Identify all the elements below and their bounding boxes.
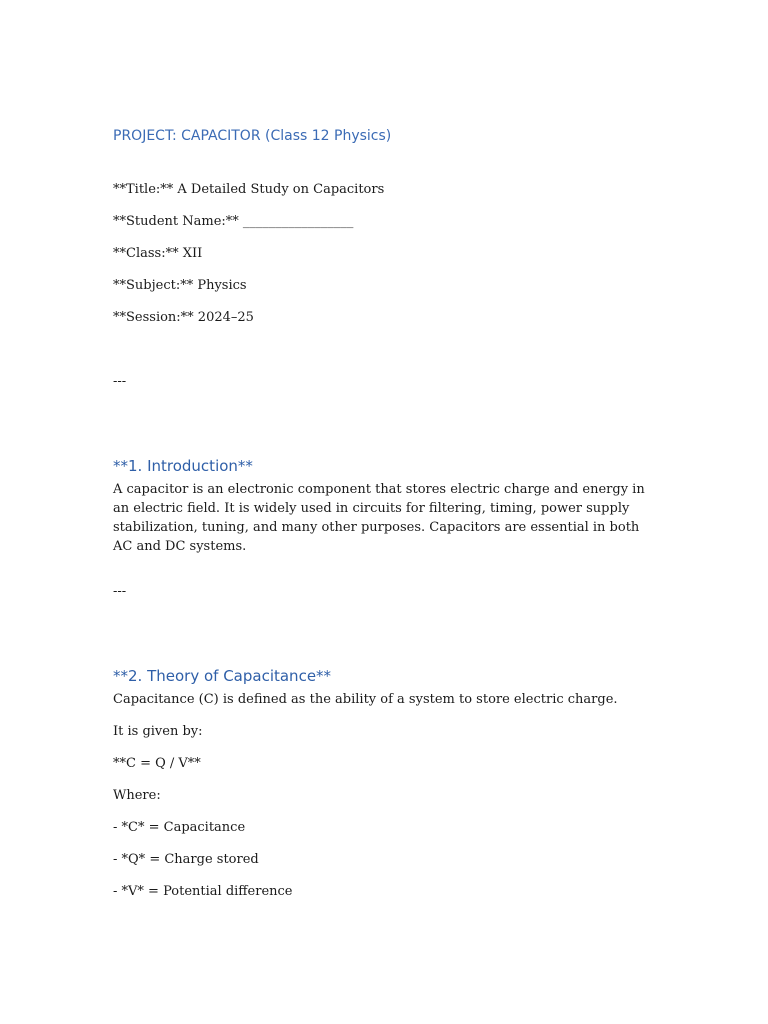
section-2-heading: **2. Theory of Capacitance** bbox=[113, 667, 332, 685]
section-2-where: Where: bbox=[113, 788, 161, 803]
list-item: - *V* = Potential difference bbox=[113, 884, 293, 899]
section-2-formula: **C = Q / V** bbox=[113, 756, 201, 771]
section-2-definition: Capacitance (C) is defined as the ability of a system to store electric charge. bbox=[113, 692, 618, 707]
list-item: - *C* = Capacitance bbox=[113, 820, 246, 835]
section-1-body: A capacitor is an electronic component that stores electric charge and energy in an electric field. It is widely used in circuits for filtering, timing, power supply stabilization, tuning, and many other purposes. Capacitors are essential in both AC and DC systems. bbox=[113, 482, 645, 554]
section-1-heading: **1. Introduction** bbox=[113, 457, 253, 475]
section-2-given-by: It is given by: bbox=[113, 724, 203, 739]
separator-2: --- bbox=[113, 584, 127, 599]
separator-1: --- bbox=[113, 374, 127, 389]
list-item: - *Q* = Charge stored bbox=[113, 852, 259, 867]
project-title: PROJECT: CAPACITOR (Class 12 Physics) bbox=[113, 128, 392, 144]
meta-student-name-line: **Student Name:** _________________ bbox=[113, 214, 354, 229]
meta-title-line: **Title:** A Detailed Study on Capacitors bbox=[113, 182, 385, 197]
meta-session-line: **Session:** 2024–25 bbox=[113, 310, 254, 325]
meta-subject-line: **Subject:** Physics bbox=[113, 278, 247, 293]
meta-class-line: **Class:** XII bbox=[113, 246, 203, 261]
